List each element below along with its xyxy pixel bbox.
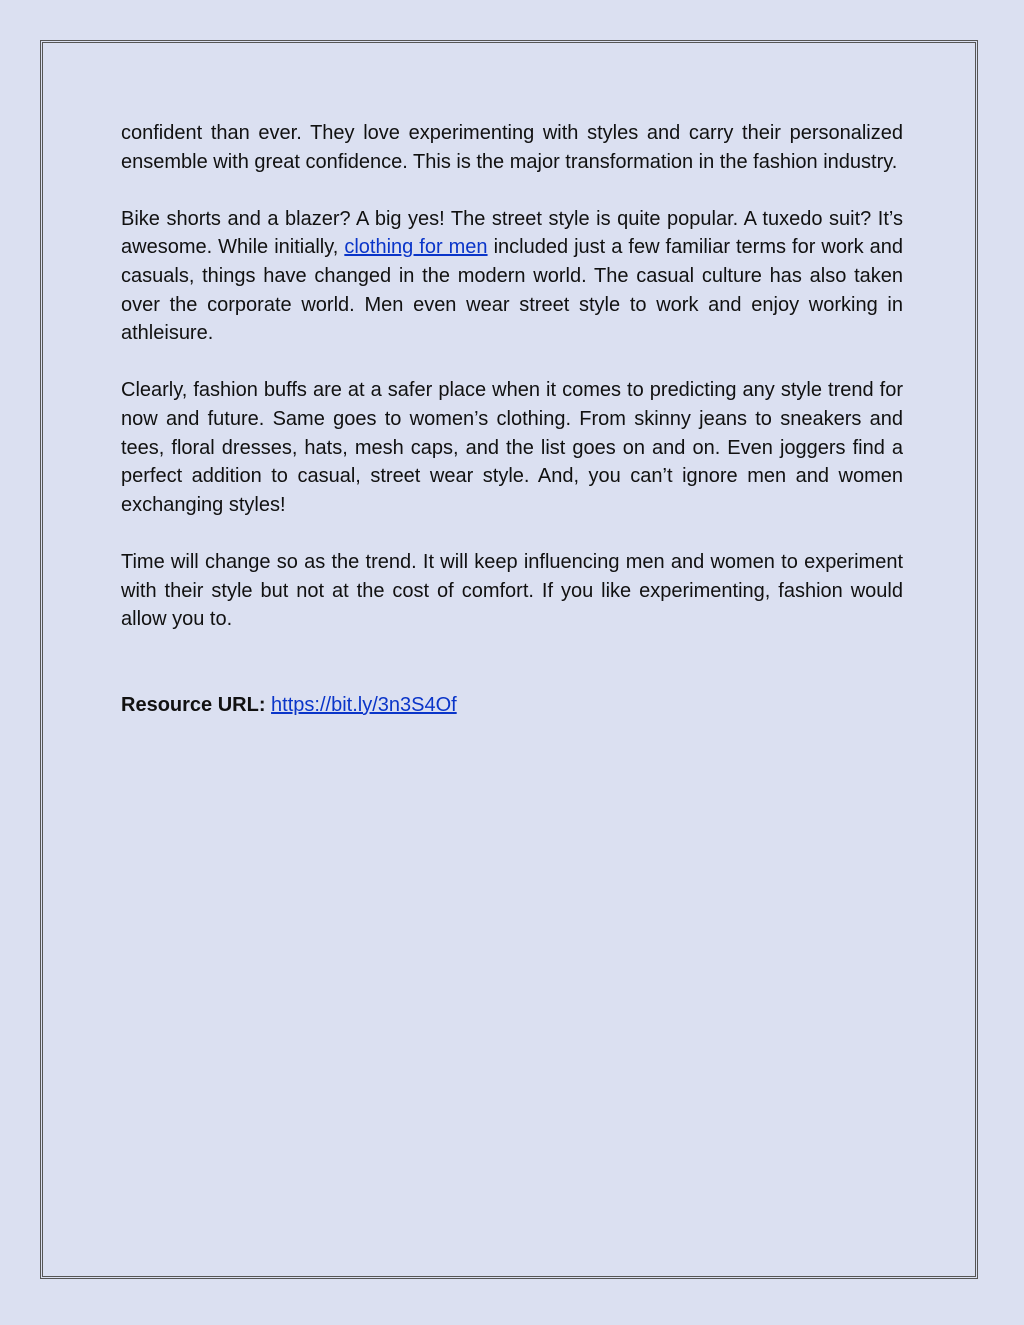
paragraph-street-style-text-end: included just a few familiar terms for work and casuals, things have changed in the modern world. The casual culture has also taken over the corporate world. Men even wear street style to work and enjoy working in athleisure. bbox=[121, 236, 904, 345]
paragraph-street-style bbox=[121, 205, 903, 348]
clothing-for-men-link[interactable]: clothing for men bbox=[344, 236, 488, 259]
resource-url-line bbox=[121, 691, 903, 720]
resource-url-link[interactable]: https://bit.ly/3n3S4Of bbox=[271, 693, 457, 716]
document-body bbox=[121, 119, 903, 719]
paragraph-trend-change: Time will change so as the trend. It will keep influencing men and women to experiment with their style but not at the cost of comfort. If you like experimenting, fashion would allow you to. bbox=[121, 550, 903, 631]
paragraph-confidence: confident than ever. They love experimenting with styles and carry their personalized ensemble with great confidence. This is the major transformation in the fashion industry. bbox=[121, 122, 903, 173]
paragraph-fashion-buffs: Clearly, fashion buffs are at a safer place when it comes to predicting any style trend for now and future. Same goes to women’s clothing. From skinny jeans to sneakers and tees, floral dresses, hats, mesh caps, and the list goes on and on. Even joggers find a perfect addition to casual, street wear style. And, you can’t ignore men and women exchanging styles! bbox=[121, 379, 903, 516]
paragraph-street-style-text-start: Bike shorts and a blazer? A big yes! The street style is quite popular. A tuxedo suit? It’s awesome. While initially, bbox=[121, 207, 903, 259]
resource-url-label: Resource URL: bbox=[121, 693, 266, 716]
